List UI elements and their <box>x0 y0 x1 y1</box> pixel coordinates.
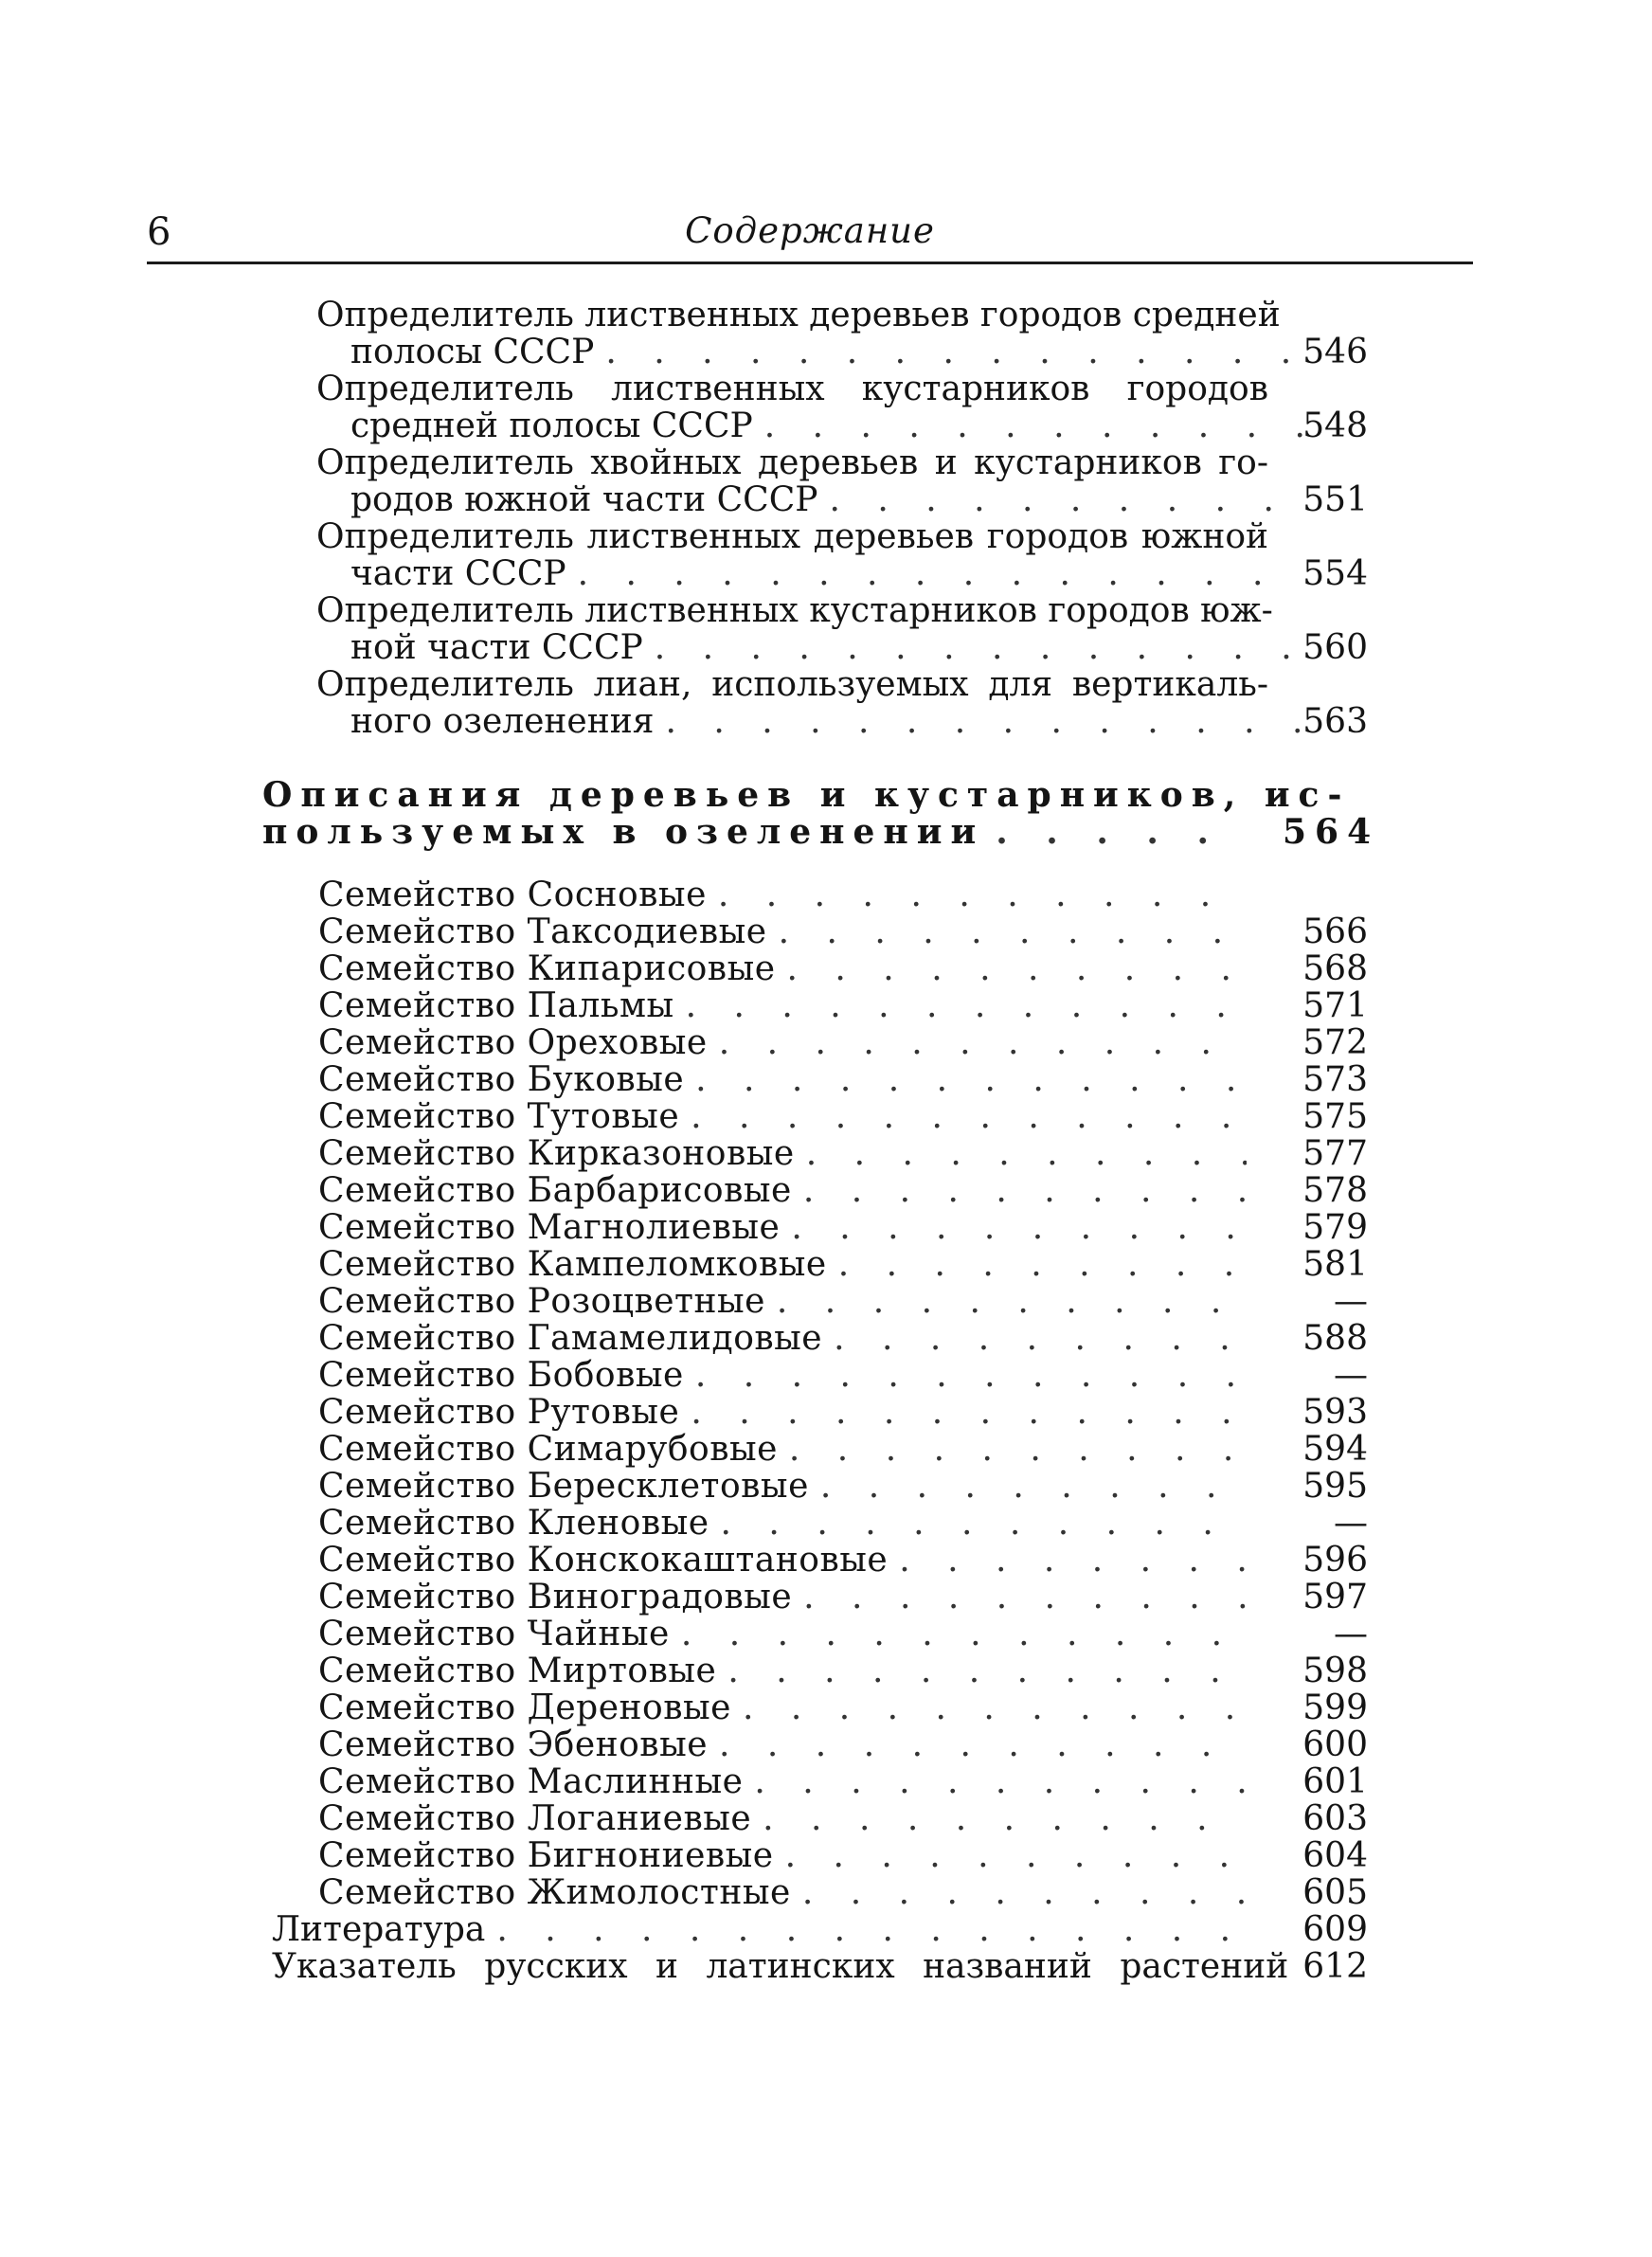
family-label: Семейство Кленовые <box>318 1504 709 1543</box>
page-ref: 596 <box>1302 1541 1368 1580</box>
toc-entry-family[interactable] <box>318 1505 1368 1542</box>
page-ref: 548 <box>1302 406 1368 445</box>
dot-leader <box>996 814 1248 851</box>
toc-entry[interactable] <box>316 518 1368 592</box>
family-label: Семейство Тутовые <box>318 1097 680 1136</box>
toc-entry-family[interactable] <box>318 913 1368 950</box>
dot-leader <box>754 1763 1247 1800</box>
dot-leader <box>605 334 1302 370</box>
page-ref: 566 <box>1302 912 1368 951</box>
toc-entry-family[interactable] <box>318 1172 1368 1209</box>
toc-entry-line: Определитель лиственных деревьев городов южной <box>316 517 1268 556</box>
dot-leader <box>802 1874 1247 1911</box>
family-label: Семейство Чайные <box>318 1615 670 1653</box>
family-label: Семейство Пальмы <box>318 986 674 1025</box>
toc-entry-family[interactable] <box>318 987 1368 1024</box>
toc-entry-line: Определитель лиственных деревьев городов средней <box>316 296 1281 334</box>
dot-leader <box>691 1098 1247 1135</box>
toc-entry-family[interactable] <box>318 950 1368 987</box>
dot-leader <box>763 1800 1247 1837</box>
family-label: Семейство Миртовые <box>318 1652 717 1690</box>
dot-leader <box>496 1911 1243 1948</box>
toc-entry-family[interactable] <box>318 1357 1368 1394</box>
toc-entry-line: полосы СССР <box>350 333 595 371</box>
toc-entry-literature[interactable] <box>272 1911 1368 1948</box>
family-label: Семейство Кипарисовые <box>318 949 776 988</box>
dot-leader <box>803 1579 1247 1616</box>
page-ref: 605 <box>1302 1873 1368 1912</box>
family-label: Семейство Симарубовые <box>318 1430 778 1469</box>
section-heading[interactable] <box>262 775 1380 852</box>
page-ref: 600 <box>1302 1725 1368 1764</box>
toc-entry-line: Определитель хвойных деревьев и кустарников го- <box>316 443 1268 482</box>
section-heading-line: пользуемых в озеленении <box>262 812 985 852</box>
page-ref: 551 <box>1302 480 1368 519</box>
family-label: Семейство Рутовые <box>318 1393 680 1432</box>
page-ref: 612 <box>1302 1947 1368 1986</box>
header-rule <box>147 262 1473 264</box>
dot-leader <box>743 1689 1247 1726</box>
family-label: Семейство Логаниевые <box>318 1799 752 1838</box>
dot-leader <box>779 913 1247 950</box>
family-label: Семейство Кирказоновые <box>318 1134 795 1173</box>
page-ref: 575 <box>1302 1097 1368 1136</box>
dot-leader <box>718 876 1247 913</box>
page-ref: 568 <box>1302 949 1368 988</box>
page-ref: 546 <box>1302 333 1368 371</box>
toc-entry-family[interactable] <box>318 1652 1368 1689</box>
family-label: Семейство Гамамелидовые <box>318 1319 823 1358</box>
dot-leader <box>695 1357 1247 1394</box>
toc-entry-family[interactable] <box>318 876 1368 913</box>
dot-leader <box>764 407 1302 444</box>
dot-leader <box>578 555 1302 592</box>
dot-leader <box>721 1505 1247 1542</box>
family-label: Семейство Бобовые <box>318 1356 684 1395</box>
family-label: Семейство Виноградовые <box>318 1578 793 1616</box>
page-ref: 604 <box>1302 1836 1368 1875</box>
page-ref: 609 <box>1302 1910 1368 1949</box>
family-label: Семейство Конскокаштановые <box>318 1541 889 1580</box>
toc-entry-family[interactable] <box>318 1209 1368 1246</box>
toc-entry-family[interactable] <box>318 1616 1368 1652</box>
toc-entry-family[interactable] <box>318 1542 1368 1579</box>
dot-leader <box>686 987 1247 1024</box>
literature-label: Литература <box>272 1910 486 1949</box>
running-title: Содержание <box>685 210 935 251</box>
dot-leader <box>806 1135 1247 1172</box>
family-label: Семейство Кампеломковые <box>318 1245 827 1284</box>
toc-entry-line: ного озеленения <box>350 702 655 741</box>
family-label: Семейство Жимолостные <box>318 1873 791 1912</box>
page-number: 6 <box>147 210 171 254</box>
dot-leader <box>655 629 1302 666</box>
page-ref: — <box>1334 1356 1368 1395</box>
dot-leader <box>777 1283 1247 1320</box>
page-ref: 603 <box>1302 1799 1368 1838</box>
toc-entry[interactable] <box>316 666 1368 740</box>
page-ref: 588 <box>1302 1319 1368 1358</box>
family-label: Семейство Буковые <box>318 1060 685 1099</box>
page-ref: 560 <box>1302 628 1368 667</box>
toc-entry-family[interactable] <box>318 1098 1368 1135</box>
page-ref: — <box>1334 1282 1368 1321</box>
page-ref: 564 <box>1283 812 1380 852</box>
page-ref: 571 <box>1302 986 1368 1025</box>
dot-leader <box>791 1209 1247 1246</box>
page-ref: 554 <box>1302 554 1368 593</box>
dot-leader <box>785 1837 1247 1874</box>
page-ref: — <box>1334 1504 1368 1543</box>
toc-entry-family[interactable] <box>318 1024 1368 1061</box>
page-ref: 594 <box>1302 1430 1368 1469</box>
family-label: Семейство Бересклетовые <box>318 1467 809 1506</box>
toc-entry-family[interactable] <box>318 1246 1368 1283</box>
page-ref: 577 <box>1302 1134 1368 1173</box>
toc-entry-family[interactable] <box>318 1468 1368 1505</box>
family-label: Семейство Таксодиевые <box>318 912 767 951</box>
page-ref: 579 <box>1302 1208 1368 1247</box>
toc-entry-family[interactable] <box>318 1061 1368 1098</box>
toc-entry-family[interactable] <box>318 1579 1368 1616</box>
page-ref: 581 <box>1302 1245 1368 1284</box>
page-ref: 578 <box>1302 1171 1368 1210</box>
page-header <box>147 197 1473 263</box>
dot-leader <box>695 1061 1247 1098</box>
dot-leader <box>803 1172 1247 1209</box>
page-ref: 599 <box>1302 1688 1368 1727</box>
toc-entry[interactable] <box>316 444 1368 518</box>
dot-leader <box>787 950 1247 987</box>
dot-leader <box>789 1431 1247 1468</box>
dot-leader <box>820 1468 1247 1505</box>
toc-entry[interactable] <box>316 592 1368 666</box>
page-ref: 573 <box>1302 1060 1368 1099</box>
toc-entry-family[interactable] <box>318 1689 1368 1726</box>
toc-entry-family[interactable] <box>318 1431 1368 1468</box>
section-heading-line: Описания деревьев и кустарников, ис- <box>262 775 1351 815</box>
dot-leader <box>829 481 1302 518</box>
page-ref: 563 <box>1302 702 1368 741</box>
family-label: Семейство Эбеновые <box>318 1725 709 1764</box>
toc-entry-family[interactable] <box>318 1763 1368 1800</box>
dot-leader <box>899 1542 1247 1579</box>
toc-entry[interactable] <box>316 297 1368 370</box>
toc-entry[interactable] <box>316 370 1368 444</box>
toc-entry-family[interactable] <box>318 1135 1368 1172</box>
toc-entry-line: Определитель лиственных кустарников городов <box>316 370 1268 408</box>
page-ref: 593 <box>1302 1393 1368 1432</box>
toc-entry-family[interactable] <box>318 1394 1368 1431</box>
toc-entry-line: Определитель лиан, используемых для вертикаль- <box>316 665 1268 704</box>
page-ref: 598 <box>1302 1652 1368 1690</box>
index-label: Указатель русских и латинских названий растений <box>272 1947 1289 1986</box>
page-ref: 597 <box>1302 1578 1368 1616</box>
family-label: Семейство Сосновые <box>318 876 707 914</box>
toc-entry-family[interactable] <box>318 1874 1368 1911</box>
toc-entry-line: средней полосы СССР <box>350 406 753 445</box>
dot-leader <box>838 1246 1247 1283</box>
family-label: Семейство Бигнониевые <box>318 1836 774 1875</box>
dot-leader <box>834 1320 1247 1357</box>
page-ref: 572 <box>1302 1023 1368 1062</box>
toc-entry-family[interactable] <box>318 1283 1368 1320</box>
page-ref: 595 <box>1302 1467 1368 1506</box>
dot-leader <box>665 703 1302 740</box>
page-ref: 601 <box>1302 1762 1368 1801</box>
family-label: Семейство Дереновые <box>318 1688 731 1727</box>
toc-entry-family[interactable] <box>318 1726 1368 1763</box>
dot-leader <box>719 1024 1247 1061</box>
dot-leader <box>727 1652 1247 1689</box>
family-label: Семейство Розоцветные <box>318 1282 765 1321</box>
family-label: Семейство Маслинные <box>318 1762 744 1801</box>
toc-entry-line: ной части СССР <box>350 628 643 667</box>
toc-entry-line: части СССР <box>350 554 566 593</box>
toc-entry-family[interactable] <box>318 1800 1368 1837</box>
toc-entry-line: родов южной части СССР <box>350 480 818 519</box>
toc-entry-index[interactable] <box>272 1948 1368 1985</box>
toc-entry-family[interactable] <box>318 1320 1368 1357</box>
toc-entry-line: Определитель лиственных кустарников городов юж- <box>316 591 1273 630</box>
family-label: Семейство Ореховые <box>318 1023 708 1062</box>
toc-entry-family[interactable] <box>318 1837 1368 1874</box>
family-label: Семейство Магнолиевые <box>318 1208 781 1247</box>
dot-leader <box>691 1394 1247 1431</box>
family-label: Семейство Барбарисовые <box>318 1171 792 1210</box>
page-ref: — <box>1334 1615 1368 1653</box>
dot-leader <box>681 1616 1247 1652</box>
dot-leader <box>719 1726 1247 1763</box>
